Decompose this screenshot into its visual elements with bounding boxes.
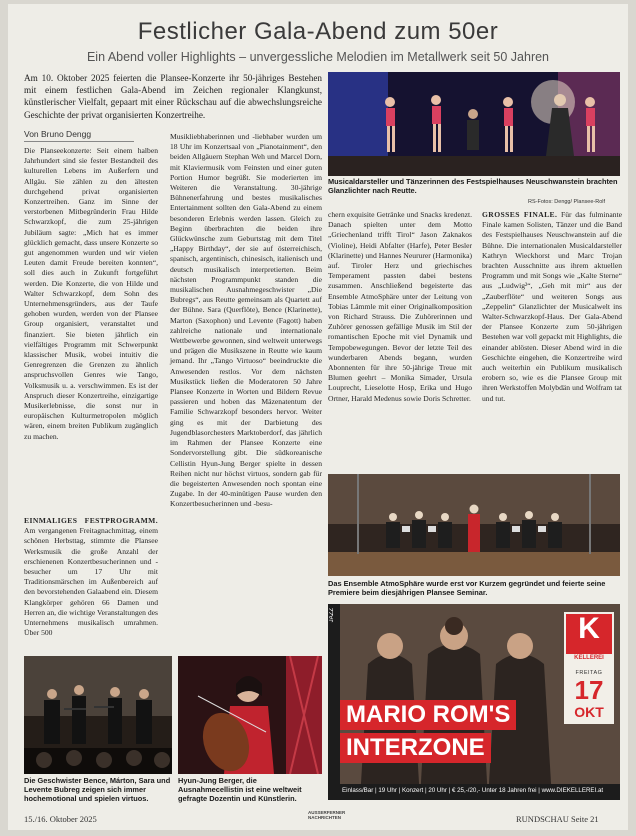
article-column-1b xyxy=(24,516,158,638)
footer-publication xyxy=(516,814,599,824)
subheading-festprogramm: EINMALIGES FESTPROGRAMM. xyxy=(24,516,158,525)
caption-cellist: Hyun-Jung Berger, die Ausnahmecellistin ist eine weltweit gefragte Dozentin und Künstlerin. xyxy=(178,776,302,804)
ad-title-box xyxy=(340,700,554,770)
photo-credit: RS-Fotos: Dengg/ Plansee-Rolf xyxy=(528,199,606,205)
article-column-1 xyxy=(24,146,158,442)
column-1-text-a: Die Planseekonzerte: Seit einem halben Jahrhundert sind sie fester Bestandteil des kulturellen Lebens im Außerfern und Allgäu. Sie zählen zu den ältesten durchgehend privat organisierten Konzertreihen. Ganz im Sinne der verstorbenen Mitbegründerin Frau Hilde Schwarzkopf, die zum 25-jährigen Jubiläum sagte: „Mich hat es immer glücklich gemacht, dass unsere Konzerte so gut angenommen wurden und wir vielen Leuten damit Freude bereiten konnten“, soll dies auch in Zukunft fortgeführt werden. Die Konzerte, die von Hilde und Walter Schwarzkopf, dem Sohn des Unternehmensgründers, aus der Taufe gehoben wurden, werden von der Plansee Group organisiert, veranstaltet und finanziert. Sie bieten jährlich ein vielfältiges Programm mit Schwerpunkt klassischer Musik, wobei intuitiv die Genregrenzen die Grenzen zu ähnlich anspruchsvollen Genres wie Tango, Volksmusik u. a. verschwimmen. Es ist der Anspruch dieser Konzertreihe, einzigartige Musikerlebnisse, die sonst nur in europäischen Kulturmetropolen möglich wären, einem breiten Publikum zugänglich zu machen. xyxy=(24,146,158,441)
column-1-text-b: Am vergangenen Freitagnachmittag, einem schönen Herbsttag, stimmte die Plansee Werksmusik die große Anzahl der erschienenen Konzertbesucherinnen und -besucher um 17 Uhr mit Traditionsmärschen im Außenbereich auf den bevorstehenden Galaabend ein. Diesem Klangkörper gehören 66 Damen und Herren an, die wichtige Veranstaltungen des Unternehmens musikalisch umrahmen. Über 500 xyxy=(24,526,158,638)
article-column-4 xyxy=(482,210,622,404)
subheading-finale: GROSSES FINALE. xyxy=(482,210,558,219)
subheadline: Ein Abend voller Highlights – unvergessliche Melodien im Metallwerk seit 50 Jahren xyxy=(86,50,550,64)
byline-divider xyxy=(24,141,134,142)
ad-title-line-2: INTERZONE xyxy=(340,733,491,763)
column-3-text: chern exquisite Getränke und Snacks kredenzt. Danach spielten unter dem Motto „Griechenland trifft Tirol“ Jason Zaknakos (Violine), Heidi Abfalter (Harfe), Peter Besler (Klarinette) und Hannes Neururer (Harmonika) auf. Tiroler Herz und griechisches Temperament passten dabei bestens zusammen. Anschließend begeisterte das Ensemble AtmoSphäre unter der Leitung von Tobias Lämmle mit einer Originalkomposition von Richard Strauss. Die Zuhörerinnen und Zuhörer genossen gefällige Musik im Stil der romantischen Epoche mit viel Dynamik und Tempobewegungen. Bevor der letzte Teil des wunderbaren Abends begann, wurden Abonnenten für ihre 50-jährige Treue mit Blumen geehrt – Monika Simader, Ursula Louprecht, Lieselotte Hosp, Erika und Hugo Ortner, Harald Medenus sowie Doris Schretter. xyxy=(328,210,472,403)
article-column-3 xyxy=(328,210,472,404)
ad-brand-letter: K xyxy=(578,612,600,645)
footer-logo: AUSSERFERNER NACHRICHTEN xyxy=(308,810,346,820)
advertisement-mario-rom xyxy=(328,604,620,800)
footer-date: 15./16. Oktober 2025 xyxy=(24,814,97,824)
photo-cellist xyxy=(178,656,322,774)
ad-brand-name: KELLEREI xyxy=(574,655,604,661)
ad-genre-tag: JAZZ xyxy=(329,608,335,623)
ad-title-line-1: MARIO ROM'S xyxy=(340,700,516,730)
ad-month: OKT xyxy=(574,704,604,720)
article-column-2 xyxy=(170,132,322,510)
headline: Festlicher Gala-Abend zum 50er xyxy=(137,18,499,45)
footer-page-number: Seite 21 xyxy=(571,814,599,824)
photo-bubreg-siblings xyxy=(24,656,172,774)
ad-weekday: FREITAG xyxy=(575,670,603,676)
caption-siblings: Die Geschwister Bence, Márton, Sara und Levente Bubreg zeigen sich immer hochemotional und spielen virtuos. xyxy=(24,776,171,804)
column-4-text: Für das fulminante Finale kamen Solisten, Tänzer und die Band des Festspielhauses Neuschwanstein auf die Bühne. Die internationalen Musicaldarsteller Kathryn Wieckhorst und Marc Trojan brachten Ausschnitte aus ihrem aktuellen Programm und mit Songs wie „Kalte Sterne“ aus „Ludwig²“, „Geh mit mir“ aus der „Zauberflöte“ und weiteren Songs aus „Zeppelin“ Glanzlichter der Musicalwelt ins Walter-Schwarzkopf-Haus. Der Gala-Abend der Plansee Konzerte zum 50-jährigen Bestehen war voll gepackt mit Highlights, die einander ablösten. Dieser Abend wird in die Geschichte eingehen, die Konzertreihe wird auch weiterhin ein Publikum musikalisch erobern so, wie es die Plansee Group mit ihren Werkstoffen Molybdän und Wolfram tat und tut. xyxy=(482,210,622,403)
newspaper-page xyxy=(8,4,628,830)
photo-ensemble-atmosphaere xyxy=(328,474,620,576)
ad-info-bar: Einlass/Bar | 19 Uhr | Konzert | 20 Uhr | € 25,-/20,- Unter 18 Jahren frei | www.DIEKELLEREI.at xyxy=(342,787,604,794)
lead-paragraph: Am 10. Oktober 2025 feierten die Plansee-Konzerte ihr 50-jähriges Bestehen mit einem festlichen Gala-Abend im Zeichen regionaler Klangkunst, künstlerischer Vielfalt, gepaart mit einer Rückschau auf die abwechslungsreiche Geschichte der privat organisierten Konzertreihe. xyxy=(24,73,322,120)
caption-musical-performers: Musicaldarsteller und Tänzerinnen des Festspielhauses Neuschwanstein brachten Glanzlichter nach Reutte. xyxy=(328,177,618,196)
ad-day: 17 xyxy=(574,675,604,705)
photo-musical-performers xyxy=(328,72,620,176)
caption-ensemble: Das Ensemble AtmoSphäre wurde erst vor Kurzem gegründet und feierte seine Premiere beim diesjährigen Plansee Seminar. xyxy=(328,579,606,598)
byline: Von Bruno Dengg xyxy=(24,129,92,139)
column-2-text: Musikliebhaberinnen und -liebhaber wurden um 18 Uhr im Konzertsaal von „Pianotainment“, den beiden Allgäuern Stephan Weh und Marcel Dorn, mit Klaviermusik vom Feinsten und einer guten Portion Humor begrüßt. Sie moderierten im Weiteren die Veranstaltung. 30-jährige Bühnenerfahrung und bestes musikalisches Entertainment sollten den Gala-Abend zu einem besonderen Erlebnis werden lassen. Gleich zu Beginn überbrachten die beiden ihre Glückwünsche zum Geburtstag mit dem Titel „Happy Birthday“, der sie auf österreichisch, spanisch, argentinisch, chinesisch, italienisch und deutsch musikalisch interpretierten. Beim nächsten Programmpunkt standen die musikalischen Ausnahmegeschwister „Die Bubregs“, aus Reutte gemeinsam als Quartett auf der Bühne. Sara (Querflöte), Bence (Klarinette), Marton (Saxophon) und Levente (Fagott) haben zahlreiche nationale und internationale Wettbewerbe gewonnen, sind weltweit unterwegs und prägen die Musikszene in Reutte wie kaum jemand. Ihr „Tango Virtuoso“ beeindruckte die Anwesenden restlos. Vor dem nächsten Musikstück ließen die Moderatoren 50 Jahre Plansee Konzerte in Worten und Bildern Revue passieren und hoben das Mäzenatentum der Familie Schwarzkopf besonders hervor. Weiter ging es mit der Darbietung des Jugendblasorchesters Marktoberdorf, das jährlich im Rahmen der Plansee Konzerte eine Sondervorstellung gibt. Die südkoreanische Cellistin Hyun-Jung Berger spielte in dessen Reihen nicht nur höchst virtuos, sondern gab für die begeisterten Anwesenden noch spontan eine Zugabe. In der 40-minütigen Pause wurden den Konzertbesucherinnen und -besu- xyxy=(170,132,322,509)
footer-publication-name: RUNDSCHAU xyxy=(516,814,569,824)
